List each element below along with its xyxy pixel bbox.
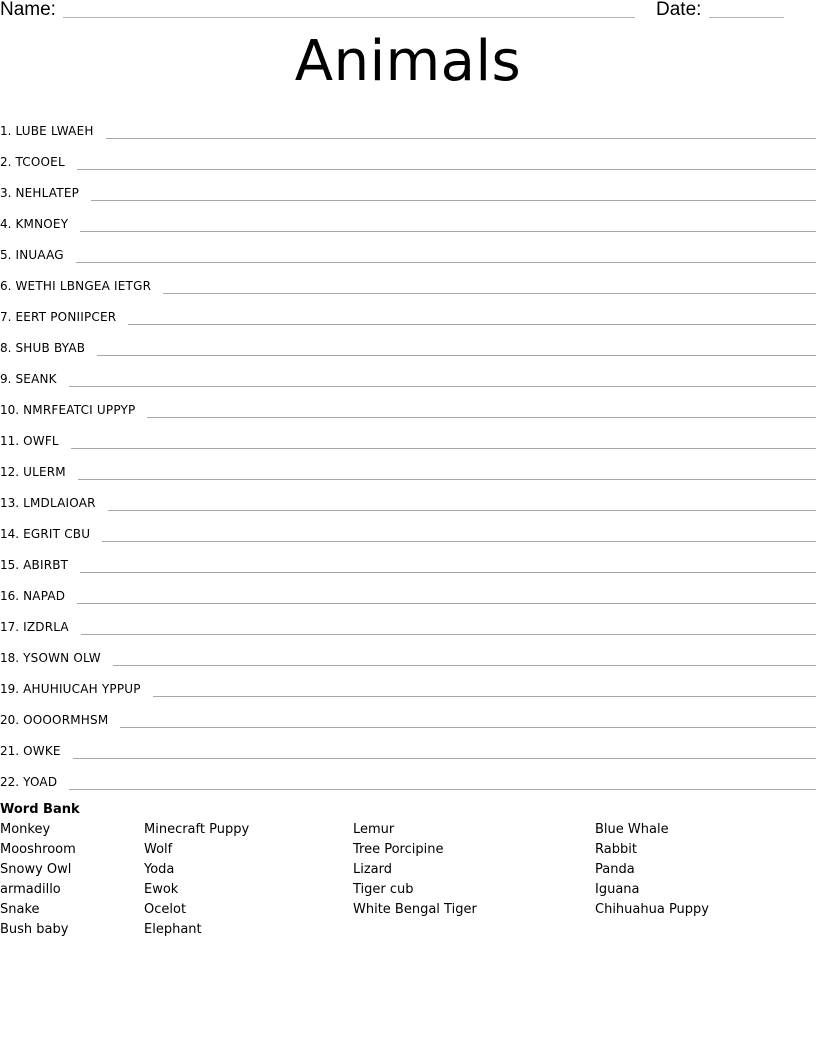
answer-line[interactable] (69, 386, 816, 387)
word-bank-item: Lemur (353, 822, 395, 837)
puzzle-number: 2. (0, 155, 12, 169)
word-bank-item: Snake (0, 902, 40, 917)
scrambled-word: NMRFEATCI UPPYP (23, 403, 136, 417)
puzzle-row (0, 761, 816, 792)
scrambled-word: KMNOEY (15, 217, 69, 231)
name-input-line[interactable] (63, 17, 635, 18)
answer-line[interactable] (78, 479, 816, 480)
word-bank-item: Ewok (144, 882, 179, 897)
puzzle-number: 9. (0, 372, 12, 386)
answer-line[interactable] (102, 541, 816, 542)
scrambled-word: LUBE LWAEH (15, 124, 94, 138)
puzzle-row (0, 234, 816, 265)
puzzle-number: 14. (0, 527, 20, 541)
puzzle-row (0, 203, 816, 234)
answer-line[interactable] (153, 696, 816, 697)
word-bank-item: Iguana (595, 882, 640, 897)
word-bank-item: Tiger cub (353, 882, 414, 897)
word-bank-item: Chihuahua Puppy (595, 902, 709, 917)
answer-line[interactable] (77, 169, 816, 170)
puzzle-number: 1. (0, 124, 12, 138)
word-bank-item: Minecraft Puppy (144, 822, 250, 837)
puzzle-row (0, 389, 816, 420)
puzzle-row (0, 482, 816, 513)
puzzle-row (0, 172, 816, 203)
word-bank-item: Elephant (144, 922, 202, 937)
word-bank-column-4 (595, 820, 709, 920)
name-label: Name: (0, 0, 56, 20)
puzzle-number: 21. (0, 744, 20, 758)
puzzle-number: 15. (0, 558, 20, 572)
puzzle-number: 19. (0, 682, 20, 696)
word-bank-item: Ocelot (144, 902, 187, 917)
scrambled-word: EGRIT CBU (23, 527, 91, 541)
answer-line[interactable] (97, 355, 816, 356)
puzzle-number: 3. (0, 186, 12, 200)
puzzle-row (0, 637, 816, 668)
word-bank-item: armadillo (0, 882, 61, 897)
answer-line[interactable] (81, 634, 816, 635)
answer-line[interactable] (80, 231, 816, 232)
puzzle-number: 6. (0, 279, 12, 293)
word-bank-item: Panda (595, 862, 635, 877)
puzzle-number: 17. (0, 620, 20, 634)
word-bank-title: Word Bank (0, 802, 80, 817)
scrambled-word: EERT PONIIPCER (15, 310, 117, 324)
puzzle-row (0, 141, 816, 172)
scrambled-word: NEHLATEP (15, 186, 80, 200)
puzzle-number: 7. (0, 310, 12, 324)
word-bank-column-1 (0, 820, 76, 940)
puzzle-row (0, 265, 816, 296)
date-input-line[interactable] (709, 17, 784, 18)
puzzle-number: 5. (0, 248, 12, 262)
puzzle-row (0, 730, 816, 761)
scrambled-word: LMDLAIOAR (23, 496, 96, 510)
puzzle-row (0, 451, 816, 482)
puzzle-row (0, 327, 816, 358)
puzzle-row (0, 513, 816, 544)
answer-line[interactable] (77, 603, 816, 604)
puzzle-number: 13. (0, 496, 20, 510)
word-bank-item: Tree Porcipine (353, 842, 444, 857)
word-bank-item: Yoda (144, 862, 175, 877)
scrambled-word: INUAAG (15, 248, 64, 262)
puzzle-number: 10. (0, 403, 20, 417)
puzzle-row (0, 358, 816, 389)
scrambled-word: TCOOEL (15, 155, 65, 169)
word-bank-item: White Bengal Tiger (353, 902, 477, 917)
puzzle-row (0, 420, 816, 451)
word-bank-item: Rabbit (595, 842, 637, 857)
puzzle-number: 16. (0, 589, 20, 603)
answer-line[interactable] (163, 293, 816, 294)
word-bank-item: Wolf (144, 842, 173, 857)
scrambled-word: OWKE (23, 744, 61, 758)
date-label: Date: (656, 0, 702, 20)
answer-line[interactable] (108, 510, 816, 511)
puzzle-number: 4. (0, 217, 12, 231)
scrambled-word: YSOWN OLW (23, 651, 101, 665)
puzzle-row (0, 575, 816, 606)
scrambled-word: AHUHIUCAH YPPUP (23, 682, 141, 696)
scrambled-word: SEANK (15, 372, 57, 386)
answer-line[interactable] (91, 200, 816, 201)
word-bank-item: Lizard (353, 862, 393, 877)
answer-line[interactable] (120, 727, 816, 728)
word-bank-item: Mooshroom (0, 842, 76, 857)
puzzle-number: 18. (0, 651, 20, 665)
puzzle-list (0, 110, 816, 792)
puzzle-number: 22. (0, 775, 20, 789)
scrambled-word: OWFL (23, 434, 59, 448)
answer-line[interactable] (69, 789, 816, 790)
puzzle-number: 20. (0, 713, 20, 727)
answer-line[interactable] (73, 758, 816, 759)
puzzle-row (0, 544, 816, 575)
puzzle-row (0, 110, 816, 141)
scrambled-word: SHUB BYAB (15, 341, 86, 355)
word-bank-column-3 (353, 820, 477, 920)
puzzle-row (0, 699, 816, 730)
word-bank-column-2 (144, 820, 249, 940)
word-bank-item: Snowy Owl (0, 862, 72, 877)
word-bank-item: Monkey (0, 822, 51, 837)
answer-line[interactable] (71, 448, 816, 449)
scrambled-word: ULERM (23, 465, 66, 479)
scrambled-word: YOAD (23, 775, 58, 789)
answer-line[interactable] (128, 324, 816, 325)
answer-line[interactable] (80, 572, 816, 573)
scrambled-word: OOOORMHSM (23, 713, 109, 727)
answer-line[interactable] (76, 262, 816, 263)
word-bank-item: Bush baby (0, 922, 69, 937)
answer-line[interactable] (106, 138, 816, 139)
page-title: Animals (294, 29, 522, 94)
word-bank-item: Blue Whale (595, 822, 669, 837)
answer-line[interactable] (147, 417, 816, 418)
puzzle-number: 12. (0, 465, 20, 479)
puzzle-row (0, 668, 816, 699)
puzzle-number: 11. (0, 434, 20, 448)
puzzle-row (0, 296, 816, 327)
answer-line[interactable] (113, 665, 816, 666)
scrambled-word: WETHI LBNGEA IETGR (15, 279, 152, 293)
scrambled-word: IZDRLA (23, 620, 69, 634)
puzzle-row (0, 606, 816, 637)
scrambled-word: NAPAD (23, 589, 66, 603)
scrambled-word: ABIRBT (23, 558, 69, 572)
puzzle-number: 8. (0, 341, 12, 355)
header-row (0, 0, 816, 24)
